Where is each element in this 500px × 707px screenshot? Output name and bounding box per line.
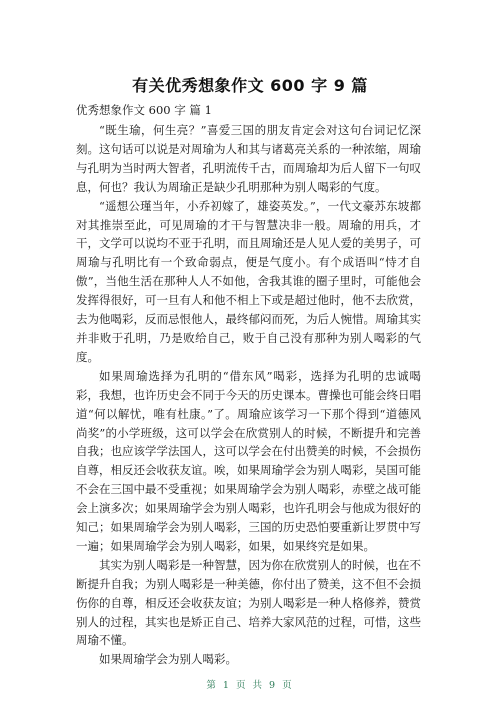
- paragraph: 如果周瑜选择为孔明的“借东风”喝彩，选择为孔明的忠诚喝彩，我想，也许历史会不同于今天的历史课本。曹操也可能会终日唱道“何以解忧，唯有杜康。”了。周瑜应该学习一下那个得到“道德风尚奖”的小学班级，这可以学会在欣赏别人的时候，不断提升和完善自我；也应该学学法国人，这可以学会在付出赞美的时候，不会损伤自尊，相反还会收获友谊。唉，如果周瑜学会为别人喝彩，吴国可能不会在三国中最不受重视；如果周瑜学会为别人喝彩，赤壁之战可能会上演多次；如果周瑜学会为别人喝彩，也许孔明会与他成为很好的知己；如果周瑜学会为别人喝彩，三国的历史恐怕要重新让罗贯中写一遍；如果周瑜学会为别人喝彩，如果，如果终究是如果。: [76, 368, 421, 553]
- section-heading: 优秀想象作文 600 字 篇 1: [76, 103, 212, 117]
- body-text: [76, 121, 421, 669]
- paragraph: “既生瑜，何生亮？”喜爱三国的朋友肯定会对这句台词记忆深刻。这句话可以说是对周瑜为人和其与诸葛亮关系的一种浓缩，周瑜与孔明为当时两大智者，孔明流传千古，而周瑜却为后人留下一句叹息，何也？我认为周瑜正是缺少孔明那种为别人喝彩的气度。: [76, 123, 421, 194]
- document-title: 有关优秀想象作文 600 字 9 篇: [132, 76, 368, 95]
- paragraph: “遥想公瑾当年，小乔初嫁了，雄姿英发。”，一代文豪苏东坡都对其推崇至此，可见周瑜的才干与智慧决非一般。周瑜的用兵，才干，文学可以说均不亚于孔明，而且周瑜还是人见人爱的美男子，可周瑜与孔明比有一个致命弱点，便是气度小。有个成语叫“恃才自傲”，当他生活在那种人人不如他，舍我其谁的圈子里时，可能他会发挥得很好，可一旦有人和他不相上下或是超过他时，他不去欣赏，去为他喝彩，反而忌恨他人，最终郁闷而死，为后人惋惜。周瑜其实并非败于孔明，乃是败给自己，败于自己没有那种为别人喝彩的气度。: [76, 198, 421, 364]
- page-footer: 第 1 页 共 9 页: [206, 680, 294, 691]
- paragraph: 其实为别人喝彩是一种智慧，因为你在欣赏别人的时候，也在不断提升自我；为别人喝彩是一种美德，你付出了赞美，这不但不会损伤你的自尊，相反还会收获友谊；为别人喝彩是一种人格修养，赞赏别人的过程，其实也是矫正自己、培养大家风范的过程，可惜，这些周瑜不懂。: [76, 557, 421, 648]
- paragraph: 如果周瑜学会为别人喝彩。: [99, 652, 237, 667]
